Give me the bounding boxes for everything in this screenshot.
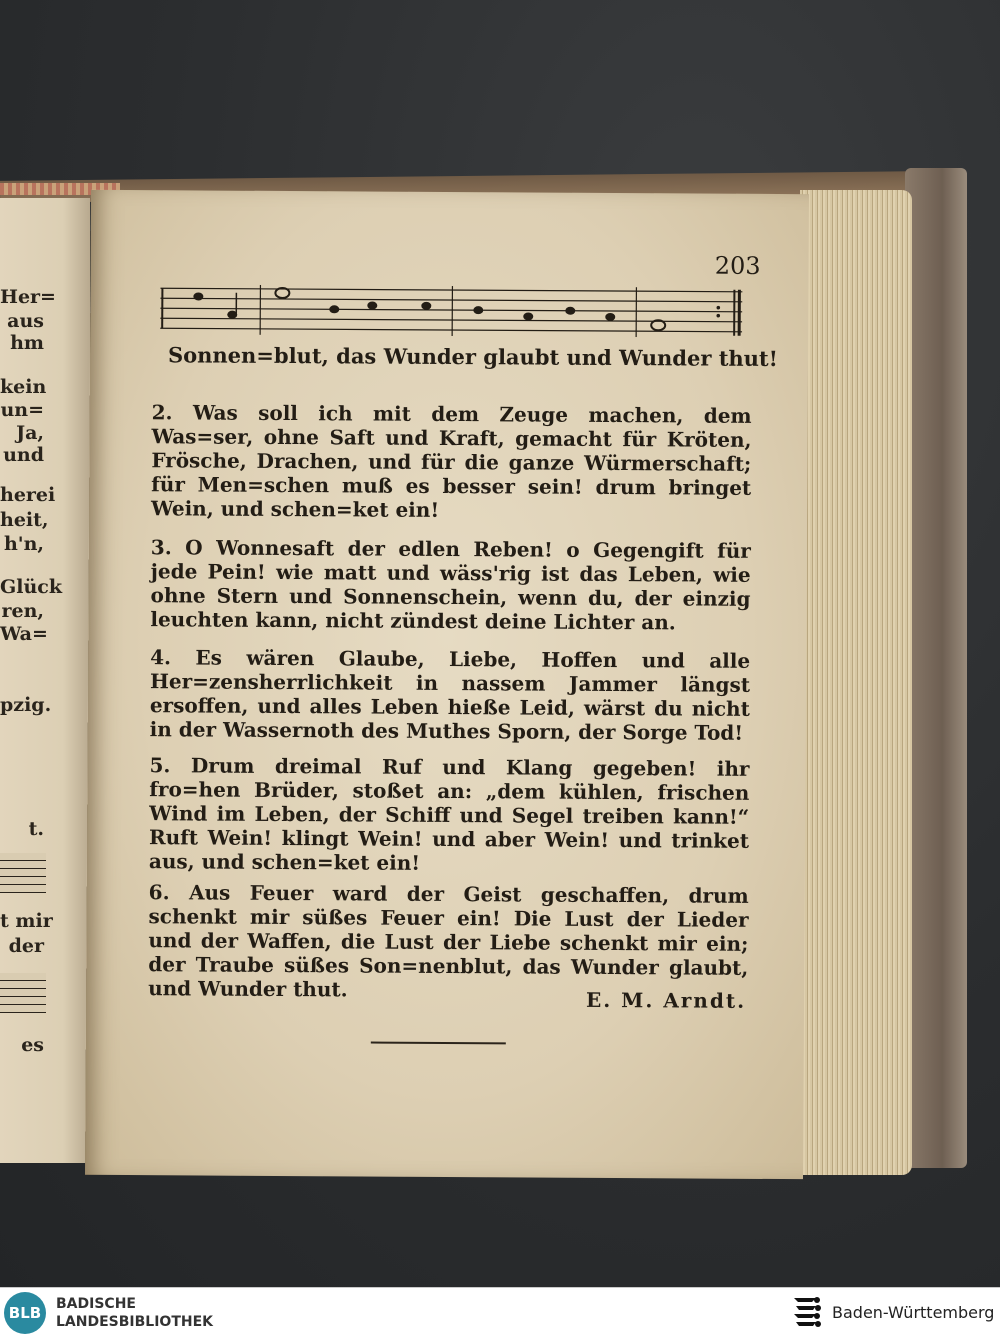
left-fragment: es [0, 1034, 44, 1056]
left-fragment: herei [0, 484, 44, 506]
left-music-staff [0, 853, 46, 893]
left-fragment: Wa= [0, 623, 44, 645]
library-name-line1: BADISCHE [56, 1295, 213, 1313]
closing-rule [371, 1042, 506, 1045]
author-signature: E. M. Arndt. [546, 988, 746, 1013]
left-music-staff [0, 973, 46, 1013]
left-fragment: pzig. [0, 694, 44, 716]
left-fragment: t mir [0, 910, 44, 932]
left-fragment: ren, [0, 600, 44, 622]
page-edges [800, 190, 912, 1175]
left-page-text-fragments [0, 198, 90, 1163]
stanza-6: 6. Aus Feuer ward der Geist geschaffen, drum schenkt mir süßes Feuer ein! Die Lust der Lieder und der Waffen, die Lust der Liebe schenkt mir ein; der Traube süßes Son=nenblut, das Wunder glaubt, und Wunder thut. [148, 880, 749, 1004]
page-number: 203 [700, 252, 760, 280]
left-fragment: Her= [0, 286, 44, 308]
left-fragment: t. [0, 818, 44, 840]
stanza-4: 4. Es wären Glaube, Liebe, Hoffen und alle Her=zensherrlichkeit in nassem Jammer längst ersoffen, und alles Leben hieße Leid, wärst du nicht in der Wassernoth des Muthes Sporn, der Sorge Tod! [150, 645, 751, 745]
left-fragment: Glück [0, 576, 44, 598]
stanza-3: 3. O Wonnesaft der edlen Reben! o Gegengift für jede Pein! wie matt und wäss'rig ist das Leben, wie ohne Stern und Sonnenschein, wenn du, der einzig leuchten kann, nicht zündest deine Lichter an. [150, 535, 751, 635]
book-cover-right-edge [905, 168, 967, 1168]
music-staff [160, 284, 742, 338]
blb-logo-icon: BLB [4, 1292, 46, 1334]
state-name: Baden-Württemberg [832, 1303, 994, 1322]
song-lyric-line: Sonnen=blut, das Wunder glaubt und Wunder thut! [168, 342, 748, 371]
left-fragment: un= [0, 399, 44, 421]
left-fragment: Ja, [0, 422, 44, 444]
left-page [0, 198, 90, 1163]
left-fragment: hm [0, 332, 44, 354]
right-page [85, 190, 809, 1179]
stanza-2: 2. Was soll ich mit dem Zeuge machen, dem Was=ser, ohne Saft und Kraft, gemacht für Kröten, Frösche, Drachen, und für die ganze Würmerschaft; für Men=schen muß es besser sein! drum bringet Wein, und schen=ket ein! [151, 400, 752, 524]
baden-wuerttemberg-lions-icon [790, 1294, 824, 1332]
left-fragment: und [0, 444, 44, 466]
footer-bar [0, 1287, 1000, 1338]
left-fragment: der [0, 935, 44, 957]
left-fragment: aus [0, 310, 44, 332]
left-fragment: h'n, [0, 533, 44, 555]
library-name-line2: LANDESBIBLIOTHEK [56, 1313, 213, 1331]
library-name [56, 1295, 213, 1331]
stanza-5: 5. Drum dreimal Ruf und Klang gegeben! ihr fro=hen Brüder, stoßet an: „dem kühlen, frischen Wind im Leben, der Schiff und Segel treiben kann!“ Ruft Wein! klingt Wein! und aber Wein! und trinket aus, und schen=ket ein! [149, 753, 750, 877]
left-fragment: heit, [0, 509, 44, 531]
left-fragment: kein [0, 376, 44, 398]
